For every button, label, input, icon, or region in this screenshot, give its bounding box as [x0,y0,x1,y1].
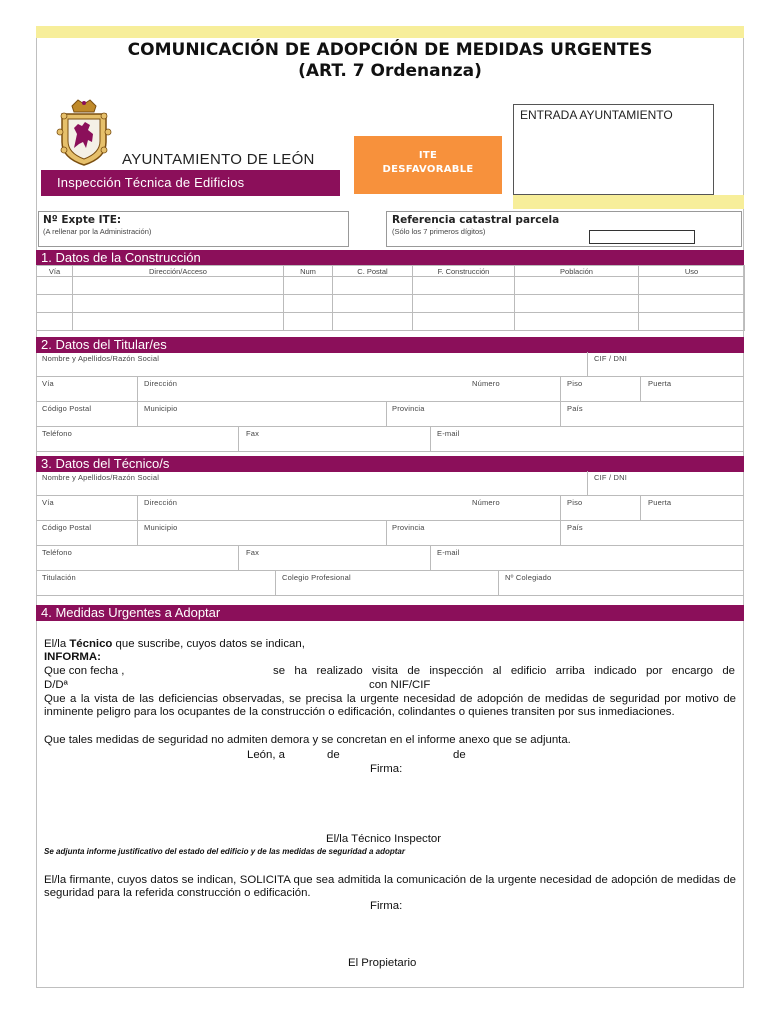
title-line-1: COMUNICACIÓN DE ADOPCIÓN DE MEDIDAS URGENTES [127,40,653,60]
titular-pais-label: País [567,404,583,413]
tecnico-titulacion-label: Titulación [42,573,76,582]
tecnico-via-label: Vía [42,498,54,507]
titular-numero-label: Número [472,379,500,388]
col-fconstruccion: F. Construcción [413,266,515,277]
section-3-header: 3. Datos del Técnico/s [36,456,744,472]
top-yellow-band [36,26,744,38]
tecnico-inspector-label: El/la Técnico Inspector [326,833,442,845]
date-de-1: de [327,749,340,761]
tecnico-row-contacto[interactable] [36,546,744,571]
titular-direccion-label: Dirección [144,379,178,388]
firma-propietario-label: Firma: [370,900,403,912]
table-row[interactable] [37,313,745,331]
ite-badge-line-2: DESFAVORABLE [382,164,474,175]
tecnico-email-label: E-mail [437,548,460,557]
tecnico-colegio-label: Colegio Profesional [282,573,351,582]
col-via: Vía [37,266,73,277]
tecnico-municipio-label: Municipio [144,523,178,532]
titular-row-municipio[interactable] [36,402,744,427]
tecnico-pais-label: País [567,523,583,532]
col-direccion: Dirección/Acceso [73,266,284,277]
leon-date-label: León, a [247,749,286,761]
tecnico-provincia-label: Provincia [392,523,425,532]
expediente-field[interactable] [38,211,349,247]
titular-puerta-label: Puerta [648,379,672,388]
firma-tecnico-label: Firma: [370,763,403,775]
tecnico-cp-label: Código Postal [42,523,92,532]
titular-fax-label: Fax [246,429,260,438]
referencia-label: Referencia catastral parcela [392,214,560,226]
ite-desfavorable-badge [354,136,502,194]
date-de-2: de [453,749,466,761]
ite-badge-line-1: ITE [418,150,438,161]
tecnico-telefono-label: Teléfono [42,548,72,557]
construccion-header-row [37,266,745,277]
tecnico-nombre-label: Nombre y Apellidos/Razón Social [42,473,160,482]
tecnico-row-direccion[interactable] [36,496,744,521]
table-row[interactable] [37,295,745,313]
titular-row-direccion[interactable] [36,377,744,402]
titular-email-label: E-mail [437,429,460,438]
titular-row-contacto[interactable] [36,427,744,452]
table-row[interactable] [37,277,745,295]
referencia-catastral-input[interactable] [589,230,695,244]
construccion-table [36,265,745,331]
tecnico-numero-label: Número [472,498,500,507]
section-2-header: 2. Datos del Titular/es [36,337,744,353]
col-cpostal: C. Postal [333,266,413,277]
referencia-hint: (Sólo los 7 primeros dígitos) [392,227,486,236]
solicita-paragraph: El/la firmante, cuyos datos se indican, SOLICITA que sea admitida la comunicación de la urgente necesidad de adopción de medidas de seguridad para la referida construcción o edificación. [44,874,736,899]
adjunta-informe-note: Se adjunta informe justificativo del estado del edificio y de las medidas de seguridad a adoptar [44,847,405,856]
section-4-header: 4. Medidas Urgentes a Adoptar [36,605,744,621]
titular-row-nombre[interactable] [36,352,744,377]
expediente-hint: (A rellenar por la Administración) [43,227,152,236]
titular-nombre-label: Nombre y Apellidos/Razón Social [42,354,160,363]
fecha-text: Que con fecha , [44,665,125,677]
tecnico-piso-label: Piso [567,498,583,507]
leon-crest-icon [52,98,116,168]
header-yellow-band [513,195,744,209]
titular-provincia-label: Provincia [392,404,425,413]
col-num: Num [284,266,333,277]
titular-cif-label: CIF / DNI [594,354,628,363]
tecnico-puerta-label: Puerta [648,498,672,507]
intro-line: El/la Técnico que suscribe, cuyos datos se indican, [44,638,305,650]
visita-text: se ha realizado visita de inspección al edificio arriba indicado por encargo de [273,665,735,677]
expediente-label: Nº Expte ITE: [43,214,122,226]
nif-label: con NIF/CIF [369,679,431,691]
titular-via-label: Vía [42,379,54,388]
form-title [36,40,744,82]
col-uso: Uso [639,266,745,277]
tecnico-fax-label: Fax [246,548,260,557]
dd-label: D/Dª [44,679,68,691]
titular-telefono-label: Teléfono [42,429,72,438]
entrada-stamp-box [513,104,714,195]
titular-cp-label: Código Postal [42,404,92,413]
department-bar: Inspección Técnica de Edificios [41,170,340,196]
tecnico-row-titulacion[interactable] [36,571,744,596]
deficiencias-paragraph: Que a la vista de las deficiencias observadas, se precisa la urgente necesidad de adopción de medidas de seguridad por motivo de inminente peligro para los ocupantes de la construcción o edificación, colindantes o quienes transiten por sus inmediaciones. [44,693,736,718]
tecnico-row-municipio[interactable] [36,521,744,546]
tecnico-colegiado-label: Nº Colegiado [505,573,552,582]
tecnico-cif-label: CIF / DNI [594,473,628,482]
tecnico-row-nombre[interactable] [36,471,744,496]
titular-municipio-label: Municipio [144,404,178,413]
titular-piso-label: Piso [567,379,583,388]
demora-paragraph: Que tales medidas de seguridad no admiten demora y se concretan en el informe anexo que se adjunta. [44,734,571,746]
tecnico-direccion-label: Dirección [144,498,178,507]
propietario-label: El Propietario [348,957,417,969]
title-line-2: (ART. 7 Ordenanza) [298,61,482,81]
col-poblacion: Población [515,266,639,277]
ayuntamiento-name: AYUNTAMIENTO DE LEÓN [122,151,315,168]
entrada-label: ENTRADA AYUNTAMIENTO [520,108,673,122]
section-1-header: 1. Datos de la Construcción [36,250,744,266]
tecnico-bold: Técnico [69,638,113,650]
informa-heading: INFORMA: [44,651,101,663]
